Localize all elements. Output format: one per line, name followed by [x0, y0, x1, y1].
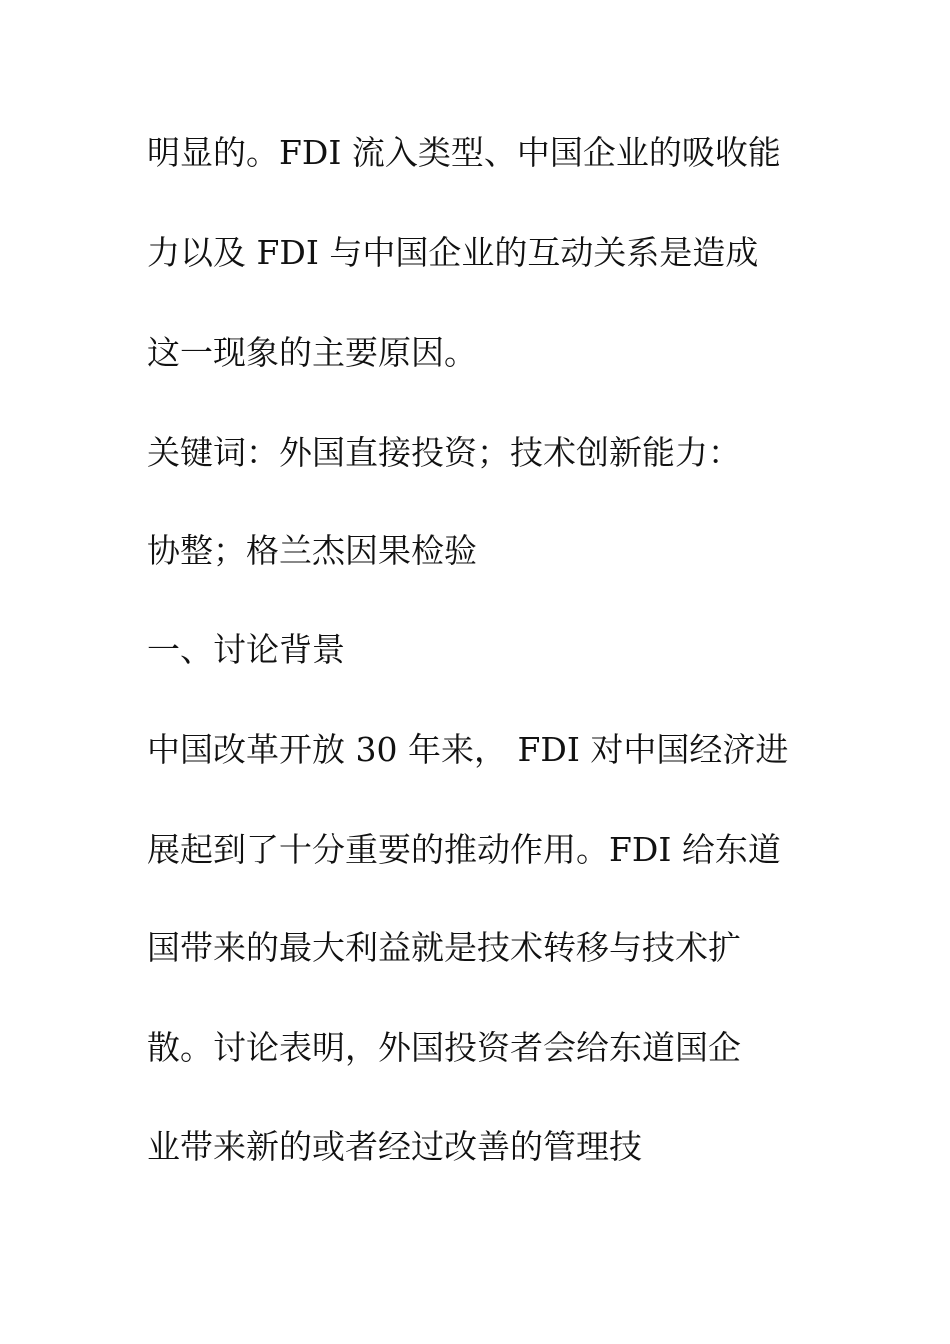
- text-line: 展起到了十分重要的推动作用。FDI 给东道: [147, 830, 781, 869]
- text-line: 中国改革开放 30 年来， FDI 对中国经济进: [147, 730, 789, 769]
- text-line: 这一现象的主要原因。: [147, 333, 477, 372]
- keywords-line: 协整；格兰杰因果检验: [147, 531, 477, 570]
- keywords-line: 关键词：外国直接投资；技术创新能力：: [147, 433, 741, 472]
- text-line: 国带来的最大利益就是技术转移与技术扩: [147, 928, 741, 967]
- text-line: 力以及 FDI 与中国企业的互动关系是造成: [147, 233, 759, 272]
- text-line: 明显的。FDI 流入类型、中国企业的吸收能: [147, 133, 781, 172]
- section-heading: 一、讨论背景: [147, 630, 345, 669]
- text-line: 业带来新的或者经过改善的管理技: [147, 1127, 642, 1166]
- text-line: 散。讨论表明，外国投资者会给东道国企: [147, 1028, 741, 1067]
